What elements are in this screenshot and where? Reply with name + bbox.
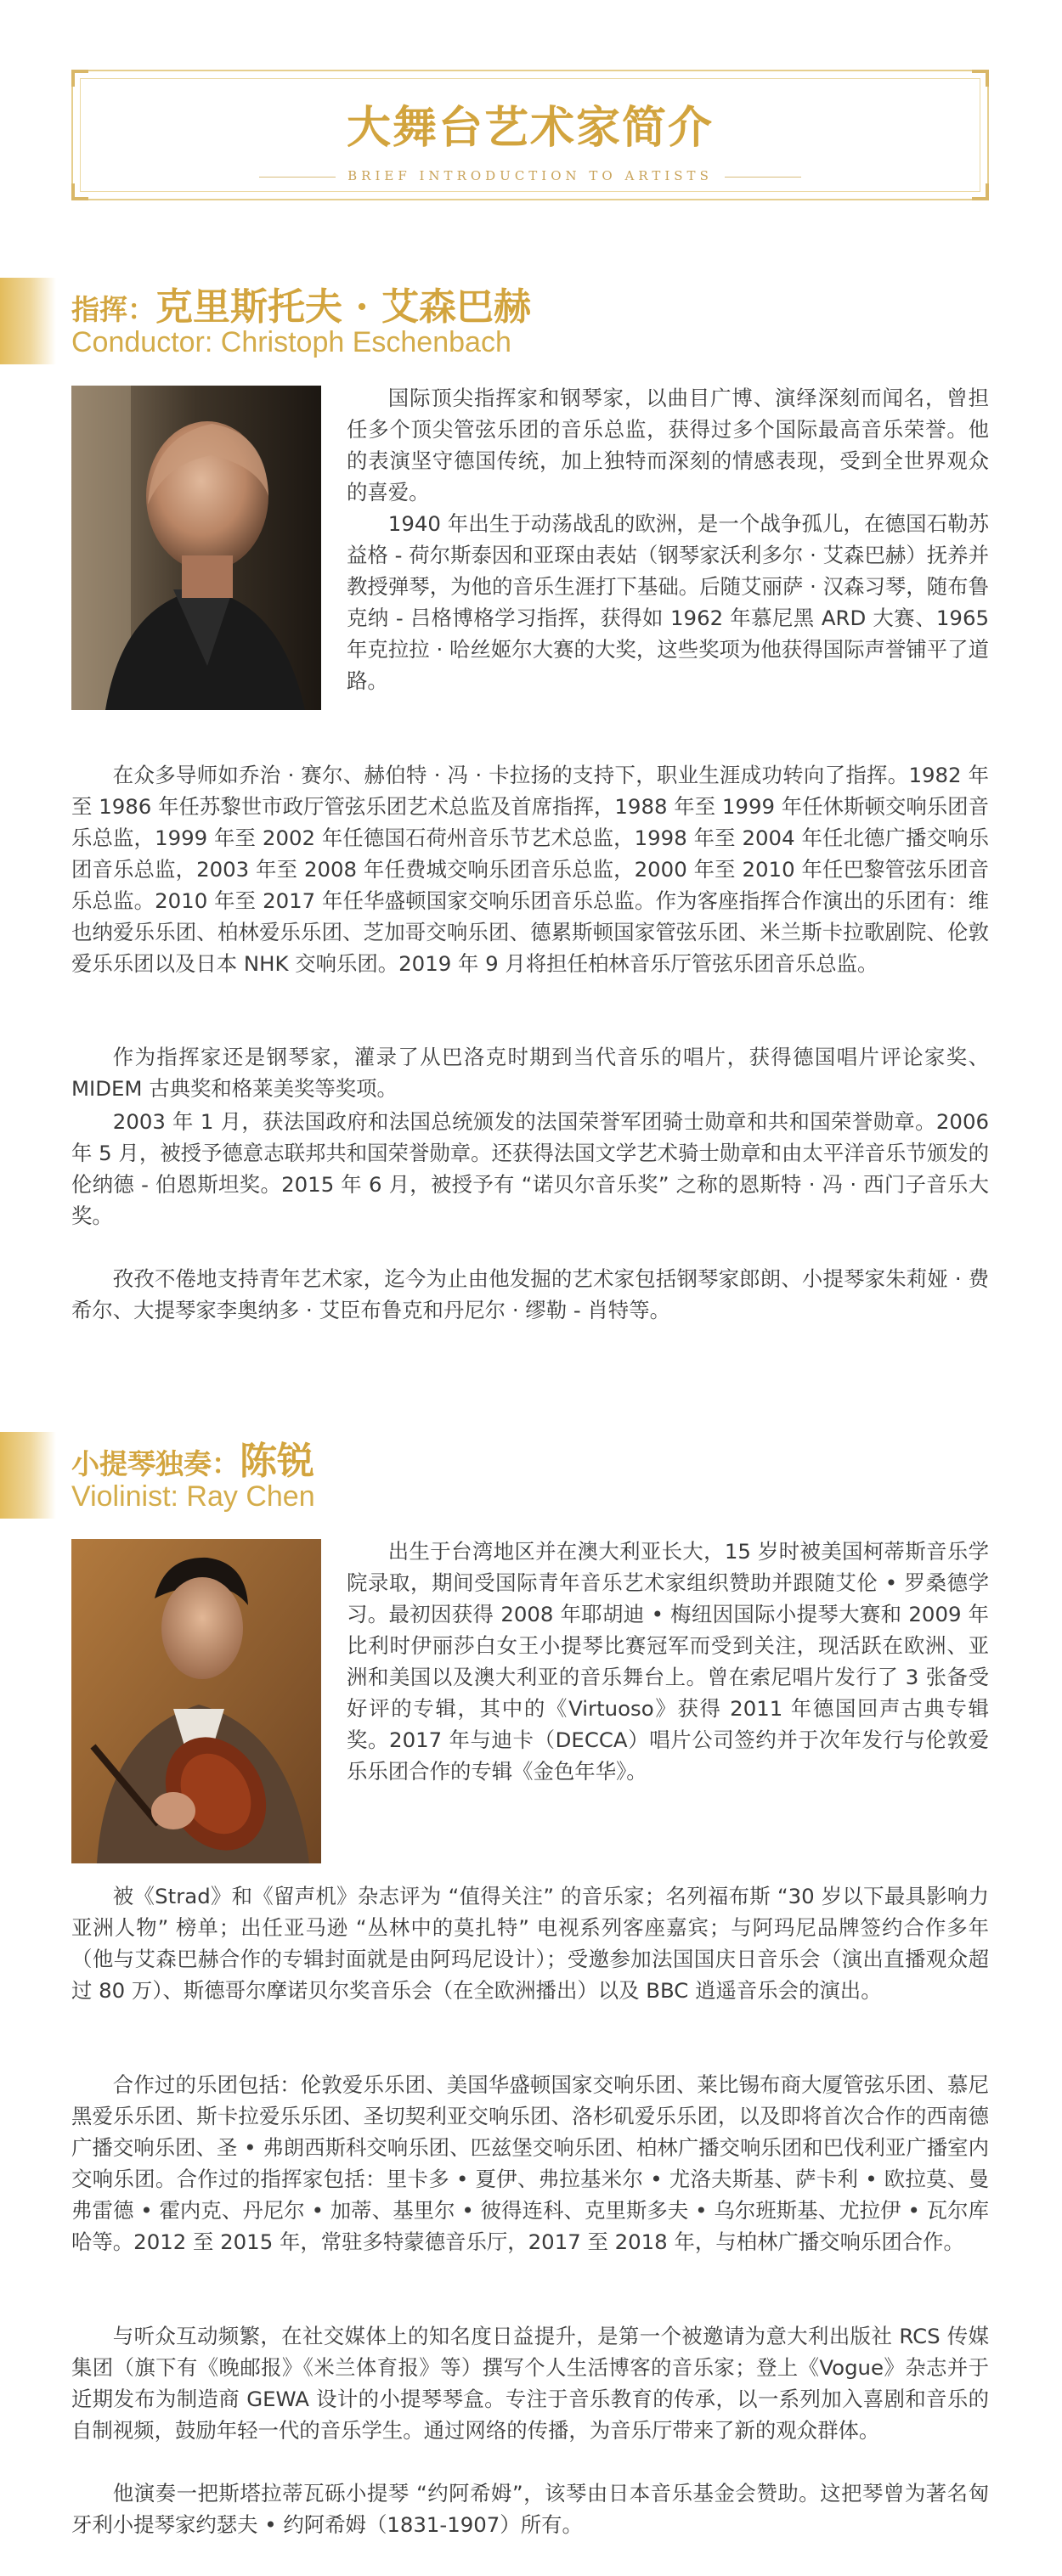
artist-role-name: [71, 1430, 314, 1485]
bio-paragraph: 与听众互动频繁，在社交媒体上的知名度日益提升，是第一个被邀请为意大利出版社 RCS 传媒集团（旗下有《晚邮报》《米兰体育报》等）撰写个人生活博客的音乐家；登上《Vogue》杂志并于近期发布为制造商 GEWA 设计的小提琴琴盒。专注于音乐教育的传承，以一系列加入喜剧和音乐的自制视频，鼓励年轻一代的音乐学生。通过网络的传播，为音乐厅带来了新的观众群体。: [71, 2324, 989, 2443]
page-title: 大舞台艺术家简介: [346, 102, 714, 154]
bio-paragraph: 国际顶尖指挥家和钢琴家，以曲目广博、演绎深刻而闻名，曾担任多个顶尖管弦乐团的音乐总监，获得过多个国际最高音乐荣誉。他的表演坚守德国传统，加上独特而深刻的情感表现，受到全世界观众的喜爱。: [347, 386, 989, 504]
bio-paragraph: 合作过的乐团包括：伦敦爱乐乐团、美国华盛顿国家交响乐团、莱比锡布商大厦管弦乐团、慕尼黑爱乐乐团、斯卡拉爱乐乐团、圣切契利亚交响乐团、洛杉矶爱乐乐团，以及即将首次合作的西南德广播交响乐团、圣 • 弗朗西斯科交响乐团、匹兹堡交响乐团、柏林广播交响乐团和巴伐利亚广播室内交响乐团。合作过的指挥家包括：里卡多 • 夏伊、弗拉基米尔 • 尤洛夫斯基、萨卡利 • 欧拉莫、曼弗雷德 • 霍内克、丹尼尔 • 加蒂、基里尔 • 彼得连科、克里斯多夫 • 乌尔班斯基、尤拉伊 • 瓦尔库哈等。2012 至 2015 年，常驻多特蒙德音乐厅，2017 至 2018 年，与柏林广播交响乐团合作。: [71, 2072, 989, 2254]
corner-ornament: [972, 70, 989, 87]
page-subtitle: [73, 168, 987, 183]
artist-name: 克里斯托夫 · 艾森巴赫: [155, 285, 531, 329]
bio-paragraph: 作为指挥家还是钢琴家，灌录了从巴洛克时期到当代音乐的唱片，获得德国唱片评论家奖、MIDEM 古典奖和格莱美奖等奖项。: [71, 1045, 989, 1101]
artist-role: 小提琴独奏：: [71, 1447, 240, 1480]
bio-paragraph: 在众多导师如乔治 · 赛尔、赫伯特 · 冯 · 卡拉扬的支持下，职业生涯成功转向了指挥。1982 年至 1986 年任苏黎世市政厅管弦乐团艺术总监及首席指挥，1988 年至 1999 年任休斯顿交响乐团音乐总监，1999 年至 2002 年任德国石荷州音乐节艺术总监，1998 年至 2004 年任北德广播交响乐团音乐总监，2003 年至 2008 年任费城交响乐团音乐总监，2000 年至 2010 年任巴黎管弦乐团音乐总监。2010 年至 2017 年任华盛顿国家交响乐团音乐总监。作为客座指挥合作演出的乐团有：维也纳爱乐乐团、柏林爱乐乐团、芝加哥交响乐团、德累斯顿国家管弦乐团、米兰斯卡拉歌剧院、伦敦爱乐乐团以及日本 NHK 交响乐团。2019 年 9 月将担任柏林音乐厅管弦乐团音乐总监。: [71, 763, 989, 976]
artist-role: 指挥：: [71, 293, 155, 326]
corner-ornament: [972, 183, 989, 200]
section-accent-bar: [0, 1432, 56, 1519]
artist-name-en: Violinist: Ray Chen: [71, 1480, 315, 1513]
bio-paragraph: 他演奏一把斯塔拉蒂瓦砾小提琴 “约阿希姆”，该琴由日本音乐基金会赞助。这把琴曾为著名匈牙利小提琴家约瑟夫 • 约阿希姆（1831-1907）所有。: [71, 2481, 989, 2537]
section-accent-bar: [0, 278, 56, 364]
bio-paragraph: 被《Strad》和《留声机》杂志评为 “值得关注” 的音乐家；名列福布斯 “30 岁以下最具影响力亚洲人物” 榜单；出任亚马逊 “丛林中的莫扎特” 电视系列客座嘉宾；与阿玛尼品牌签约合作多年（他与艾森巴赫合作的专辑封面就是由阿玛尼设计）；受邀参加法国国庆日音乐会（演出直播观众超过 80 万）、斯德哥尔摩诺贝尔奖音乐会（在全欧洲播出）以及 BBC 逍遥音乐会的演出。: [71, 1884, 989, 2003]
corner-ornament: [71, 70, 88, 87]
bio-paragraph: 孜孜不倦地支持青年艺术家，迄今为止由他发掘的艺术家包括钢琴家郎朗、小提琴家朱莉娅 · 费希尔、大提琴家李奥纳多 · 艾臣布鲁克和丹尼尔 · 缪勒 - 肖特等。: [71, 1266, 989, 1322]
divider: [725, 177, 801, 178]
artist-name: 陈锐: [240, 1440, 314, 1483]
divider: [259, 177, 336, 178]
artist-role-name: [71, 276, 531, 330]
bio-paragraph: 1940 年出生于动荡战乱的欧洲，是一个战争孤儿，在德国石勒苏益格 - 荷尔斯泰因和亚琛由表姑（钢琴家沃利多尔 · 艾森巴赫）抚养并教授弹琴，为他的音乐生涯打下基础。后随艾丽萨 · 汉森习琴，随布鲁克纳 - 吕格博格学习指挥，获得如 1962 年慕尼黑 ARD 大赛、1965 年克拉拉 · 哈丝姬尔大赛的大奖，这些奖项为他获得国际声誉铺平了道路。: [347, 511, 989, 693]
bio-paragraph: 出生于台湾地区并在澳大利亚长大，15 岁时被美国柯蒂斯音乐学院录取，期间受国际青年音乐艺术家组织赞助并跟随艾伦 • 罗桑德学习。最初因获得 2008 年耶胡迪 • 梅纽因国际小提琴大赛和 2009 年比利时伊丽莎白女王小提琴比赛冠军而受到关注，现活跃在欧洲、亚洲和美国以及澳大利亚的音乐舞台上。曾在索尼唱片发行了 3 张备受好评的专辑，其中的《Virtuoso》获得 2011 年德国回声古典专辑奖。2017 年与迪卡（DECCA）唱片公司签约并于次年发行与伦敦爱乐乐团合作的专辑《金色年华》。: [347, 1539, 989, 1784]
artist-photo: [71, 386, 321, 710]
bio-paragraph: 2003 年 1 月，获法国政府和法国总统颁发的法国荣誉军团骑士勋章和共和国荣誉勋章。2006 年 5 月，被授予德意志联邦共和国荣誉勋章。还获得法国文学艺术骑士勋章和由太平洋音乐节颁发的伦纳德 - 伯恩斯坦奖。2015 年 6 月，被授予有 “诺贝尔音乐奖” 之称的恩斯特 · 冯 · 西门子音乐大奖。: [71, 1109, 989, 1228]
artist-photo: [71, 1539, 321, 1863]
header-banner: [71, 70, 989, 200]
corner-ornament: [71, 183, 88, 200]
subtitle-text: BRIEF INTRODUCTION TO ARTISTS: [347, 168, 713, 183]
artist-name-en: Conductor: Christoph Eschenbach: [71, 326, 511, 358]
